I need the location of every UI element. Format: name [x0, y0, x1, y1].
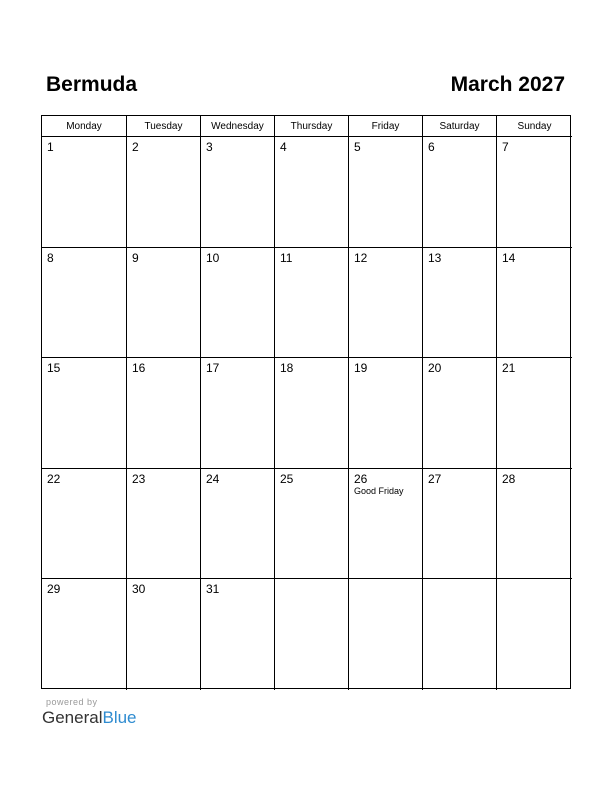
day-cell — [349, 248, 423, 358]
day-cell — [349, 358, 423, 469]
day-number: 1 — [47, 140, 54, 154]
day-cell — [127, 358, 201, 469]
day-number: 25 — [280, 472, 294, 486]
day-cell-empty — [423, 579, 497, 690]
day-number: 10 — [206, 251, 220, 265]
day-cell — [423, 469, 497, 579]
day-number: 14 — [502, 251, 516, 265]
powered-by-label: powered by — [46, 697, 98, 707]
day-number: 16 — [132, 361, 146, 375]
day-number: 21 — [502, 361, 516, 375]
day-cell — [201, 137, 275, 248]
weekday-header-wednesday: Wednesday — [201, 116, 275, 137]
day-number: 26 — [354, 472, 368, 486]
day-cell — [127, 579, 201, 690]
day-cell — [201, 358, 275, 469]
weekday-header-saturday: Saturday — [423, 116, 497, 137]
day-number: 31 — [206, 582, 220, 596]
day-number: 19 — [354, 361, 368, 375]
day-cell-empty — [349, 579, 423, 690]
day-cell — [42, 469, 127, 579]
day-cell — [42, 248, 127, 358]
weekday-header-monday: Monday — [42, 116, 127, 137]
day-number: 17 — [206, 361, 220, 375]
day-cell — [42, 358, 127, 469]
day-cell — [497, 469, 572, 579]
weekday-header-thursday: Thursday — [275, 116, 349, 137]
day-cell — [127, 248, 201, 358]
day-cell — [127, 469, 201, 579]
day-cell — [423, 358, 497, 469]
weekday-header-tuesday: Tuesday — [127, 116, 201, 137]
day-number: 22 — [47, 472, 61, 486]
day-cell — [201, 469, 275, 579]
day-cell — [201, 248, 275, 358]
day-cell — [423, 248, 497, 358]
generalblue-logo[interactable] — [42, 708, 137, 728]
day-number: 4 — [280, 140, 287, 154]
day-cell — [127, 137, 201, 248]
day-number: 7 — [502, 140, 509, 154]
day-number: 20 — [428, 361, 442, 375]
day-cell — [275, 358, 349, 469]
brand-part-blue: Blue — [102, 708, 137, 727]
day-cell — [275, 469, 349, 579]
day-cell — [275, 248, 349, 358]
day-cell — [497, 248, 572, 358]
day-cell — [497, 137, 572, 248]
day-number: 5 — [354, 140, 361, 154]
day-number: 9 — [132, 251, 139, 265]
day-cell-empty — [497, 579, 572, 690]
day-number: 18 — [280, 361, 294, 375]
day-number: 30 — [132, 582, 146, 596]
weekday-header-sunday: Sunday — [497, 116, 572, 137]
day-number: 11 — [280, 251, 293, 265]
day-cell — [275, 137, 349, 248]
day-number: 12 — [354, 251, 368, 265]
day-number: 23 — [132, 472, 146, 486]
day-number: 15 — [47, 361, 61, 375]
day-cell — [42, 137, 127, 248]
country-title: Bermuda — [46, 73, 138, 96]
day-cell-holiday — [349, 469, 423, 579]
day-number: 27 — [428, 472, 442, 486]
day-number: 6 — [428, 140, 435, 154]
day-number: 29 — [47, 582, 61, 596]
day-number: 24 — [206, 472, 220, 486]
day-number: 8 — [47, 251, 54, 265]
day-cell — [423, 137, 497, 248]
day-cell — [42, 579, 127, 690]
holiday-label: Good Friday — [354, 486, 404, 496]
day-number: 13 — [428, 251, 442, 265]
day-cell — [201, 579, 275, 690]
day-number: 28 — [502, 472, 516, 486]
month-year-title: March 2027 — [450, 73, 565, 96]
day-cell — [349, 137, 423, 248]
calendar-grid — [41, 115, 571, 689]
day-cell — [497, 358, 572, 469]
brand-part-general: General — [42, 708, 103, 727]
day-cell-empty — [275, 579, 349, 690]
day-number: 2 — [132, 140, 139, 154]
weekday-header-friday: Friday — [349, 116, 423, 137]
day-number: 3 — [206, 140, 213, 154]
